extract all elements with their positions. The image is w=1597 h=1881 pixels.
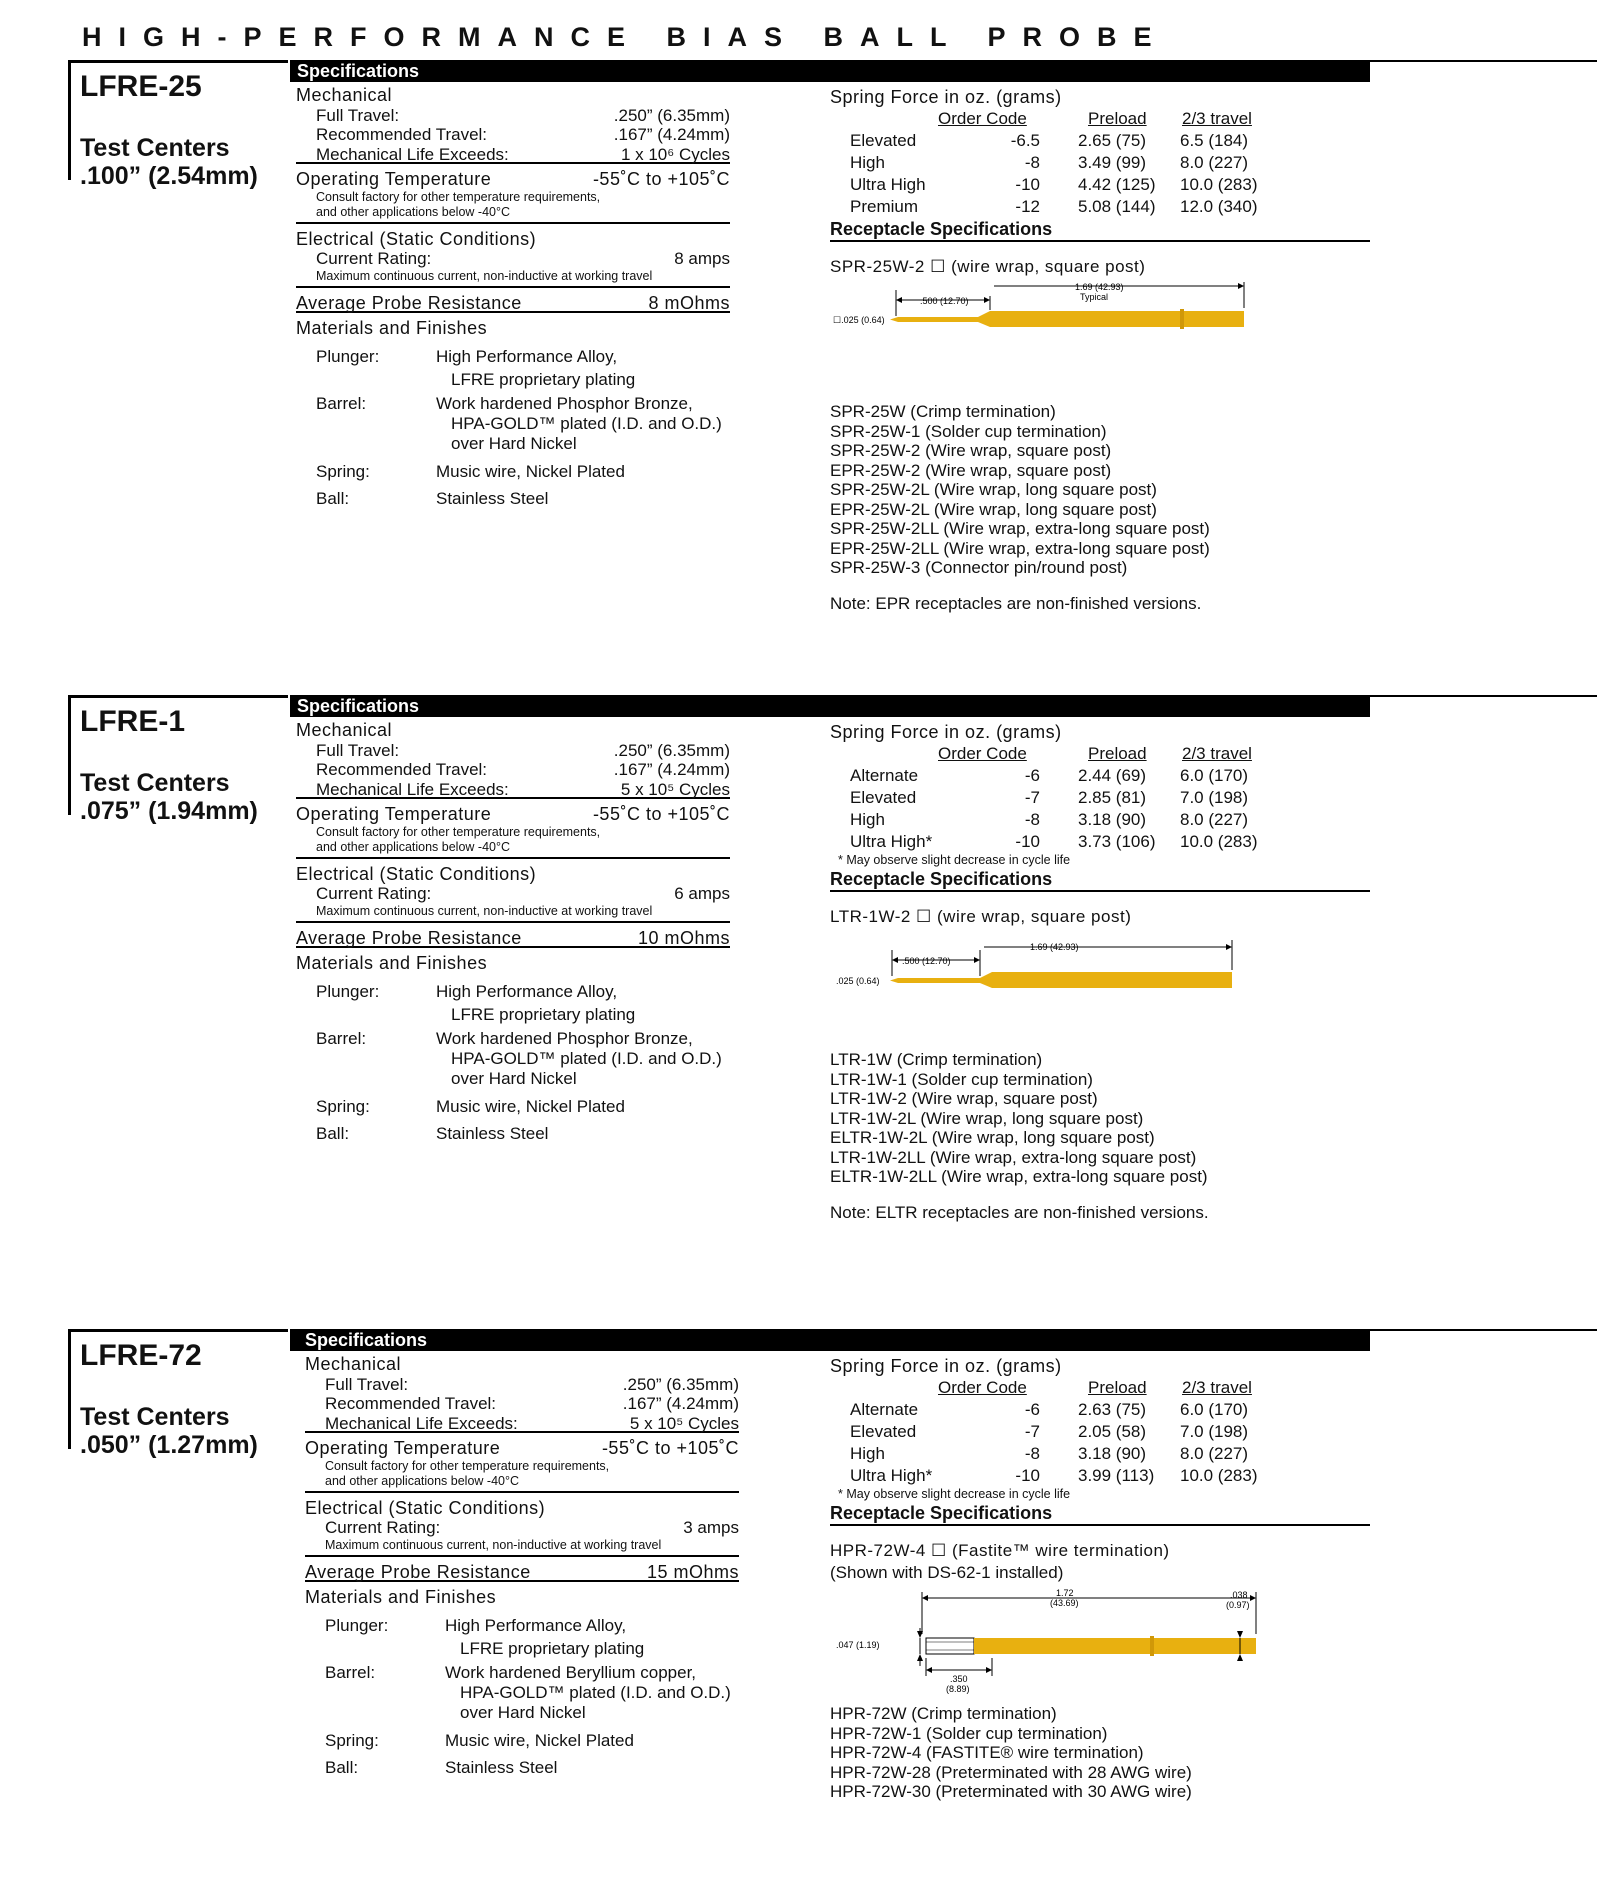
value: 3 amps	[683, 1518, 739, 1537]
barrel-body	[990, 311, 1244, 327]
model-name: LFRE-1	[80, 705, 185, 738]
list-item: SPR-25W-2L (Wire wrap, long square post)	[830, 480, 1157, 499]
receptacle-header: Receptacle Specifications	[830, 868, 1370, 892]
table-row	[830, 174, 1370, 196]
list-item: EPR-25W-2L (Wire wrap, long square post)	[830, 499, 1157, 519]
dim-end: .038	[1230, 1590, 1248, 1600]
barrel-row-2	[296, 414, 730, 434]
cell: 10.0 (283)	[1180, 175, 1258, 194]
mech-life-row	[296, 145, 730, 165]
cell: High	[850, 1444, 885, 1463]
list-item: LTR-1W-1 (Solder cup termination)	[830, 1069, 1093, 1089]
mechanical-title: Mechanical	[296, 85, 393, 105]
cell: -7	[1024, 788, 1040, 807]
label: Barrel:	[325, 1662, 376, 1682]
value: High Performance Alloy,	[436, 981, 618, 1001]
cell: 2.44 (69)	[1078, 766, 1147, 785]
label: Plunger:	[325, 1615, 389, 1635]
barrel-row-3	[296, 1069, 730, 1097]
value: 5 x 10⁵ Cycles	[629, 1413, 739, 1433]
tip	[898, 978, 980, 983]
value: High Performance Alloy,	[445, 1615, 627, 1635]
cell: High	[850, 153, 885, 172]
label: Ball:	[325, 1757, 359, 1777]
list-item: HPR-72W-30 (Preterminated with 30 AWG wire)	[830, 1782, 1192, 1801]
spring-row	[305, 1731, 739, 1758]
value: .250” (6.35mm)	[622, 1374, 739, 1394]
receptacle-drawing	[830, 928, 1370, 1038]
value: HPA-GOLD™ plated (I.D. and O.D.)	[451, 413, 722, 433]
electrical-title: Electrical (Static Conditions)	[296, 863, 537, 884]
cell: Alternate	[850, 766, 919, 785]
list-item: ELTR-1W-2LL (Wire wrap, extra-long square post)	[830, 1167, 1208, 1186]
label: Current Rating:	[316, 249, 432, 268]
label: Recommended Travel:	[316, 760, 488, 779]
dim-dia: .047 (1.19)	[836, 1640, 880, 1650]
list-item: LTR-1W-2L (Wire wrap, long square post)	[830, 1108, 1144, 1128]
label: Full Travel:	[316, 105, 400, 125]
full-travel-row	[296, 741, 730, 761]
label: Mechanical Life Exceeds:	[325, 1413, 518, 1433]
cell: 2.65 (75)	[1078, 131, 1147, 150]
list-item: HPR-72W-1 (Solder cup termination)	[830, 1723, 1108, 1743]
spec-right-column	[830, 1355, 1370, 1802]
list-item: SPR-25W-1 (Solder cup termination)	[830, 421, 1107, 441]
receptacle-part: HPR-72W-4 ☐ (Fastite™ wire termination)	[830, 1541, 1170, 1560]
label: Average Probe Resistance	[296, 927, 522, 948]
dim-dia: ☐.025 (0.64)	[833, 315, 885, 325]
rec-travel-row	[296, 125, 730, 145]
barrel-taper	[980, 972, 992, 988]
cell: 2.85 (81)	[1078, 788, 1147, 807]
label: Full Travel:	[325, 1374, 409, 1394]
table-row	[830, 831, 1370, 853]
cell: Ultra High*	[850, 832, 933, 851]
label: Recommended Travel:	[325, 1394, 497, 1413]
cell: 5.08 (144)	[1078, 197, 1156, 216]
value: .250” (6.35mm)	[613, 740, 730, 760]
value: .167” (4.24mm)	[613, 125, 730, 144]
plunger-row	[305, 1616, 739, 1639]
spring-row	[296, 1097, 730, 1124]
col-order-code: Order Code	[938, 109, 1027, 128]
section-lfre-1	[0, 695, 1597, 1325]
col-preload: Preload	[1088, 109, 1147, 128]
list-item: LTR-1W-2 (Wire wrap, square post)	[830, 1089, 1098, 1108]
label: Average Probe Resistance	[305, 1561, 531, 1582]
receptacle-part: SPR-25W-2 ☐ (wire wrap, square post)	[830, 257, 1146, 276]
barrel-row	[296, 394, 730, 414]
ball-row	[305, 1758, 739, 1781]
rec-travel-row	[305, 1394, 739, 1414]
cell: -10	[1015, 832, 1040, 851]
table-row	[830, 765, 1370, 787]
plunger-row	[296, 347, 730, 370]
cell: Elevated	[850, 788, 917, 807]
cell: -10	[1015, 175, 1040, 194]
spring-force-header	[830, 1377, 1370, 1399]
cell: -7	[1024, 1422, 1040, 1441]
cell: -8	[1024, 810, 1040, 829]
receptacle-part: LTR-1W-2 ☐ (wire wrap, square post)	[830, 907, 1132, 926]
model-name: LFRE-25	[80, 70, 202, 103]
test-centers-value: .100” (2.54mm)	[80, 162, 258, 190]
dim-tip: .500 (12.70)	[902, 956, 951, 966]
value: 1 x 10⁶ Cycles	[620, 144, 730, 164]
spring-force-header	[830, 743, 1370, 765]
cell: 6.0 (170)	[1180, 1400, 1249, 1419]
cell: 8.0 (227)	[1180, 1444, 1249, 1463]
value: 10 mOhms	[637, 927, 730, 948]
divider	[1370, 60, 1597, 62]
label: Spring:	[325, 1730, 379, 1750]
label: Barrel:	[316, 393, 367, 413]
cell: 6.5 (184)	[1180, 131, 1249, 150]
cell: 2.05 (58)	[1078, 1422, 1147, 1441]
value: 8 amps	[674, 249, 730, 268]
op-temp-row	[296, 170, 730, 190]
current-row	[296, 249, 730, 269]
receptacle-header: Receptacle Specifications	[830, 1502, 1370, 1526]
dim-end-sub: (0.97)	[1226, 1600, 1250, 1610]
divider	[1370, 695, 1597, 697]
wire-end	[926, 1638, 974, 1654]
value: Music wire, Nickel Plated	[436, 461, 625, 481]
mechanical-title: Mechanical	[296, 720, 393, 740]
cell: -8	[1024, 153, 1040, 172]
col-travel: 2/3 travel	[1182, 109, 1252, 128]
table-row	[830, 809, 1370, 831]
test-centers-label: Test Centers	[80, 1403, 230, 1431]
table-row	[830, 1399, 1370, 1421]
model-name: LFRE-72	[80, 1339, 202, 1372]
value: 6 amps	[674, 884, 730, 903]
temp-note: and other applications below -40°C	[296, 205, 730, 224]
ball-row	[296, 1124, 730, 1147]
receptacle-part-note: (Shown with DS-62-1 installed)	[830, 1563, 1064, 1582]
label: Ball:	[316, 488, 350, 508]
spring-force-title: Spring Force in oz. (grams)	[830, 87, 1062, 107]
spring-force-note: * May observe slight decrease in cycle life	[838, 1487, 1071, 1501]
barrel-row-2	[296, 1049, 730, 1069]
dim-dia: .025 (0.64)	[836, 976, 880, 986]
tip-point	[890, 317, 898, 322]
electrical-title: Electrical (Static Conditions)	[305, 1497, 546, 1518]
value: LFRE proprietary plating	[451, 1004, 636, 1024]
receptacle-drawing-svg	[830, 928, 1370, 1038]
tip-point	[890, 978, 898, 983]
col-travel: 2/3 travel	[1182, 1378, 1252, 1397]
label: Mechanical Life Exceeds:	[316, 779, 509, 799]
cell: -6.5	[1010, 131, 1040, 150]
label: Ball:	[316, 1123, 350, 1143]
barrel-row-3	[305, 1703, 739, 1731]
cell: -8	[1024, 1444, 1040, 1463]
current-note: Maximum continuous current, non-inductive at working travel	[305, 1538, 739, 1557]
barrel-row-2	[305, 1683, 739, 1703]
value: over Hard Nickel	[451, 433, 577, 453]
label: Operating Temperature	[296, 804, 492, 824]
value: 5 x 10⁵ Cycles	[620, 779, 730, 799]
cell: 10.0 (283)	[1180, 1466, 1258, 1485]
resistance-row	[296, 929, 730, 949]
value: 8 mOhms	[648, 292, 730, 313]
dim-total-sub: (43.69)	[1050, 1598, 1079, 1608]
page-title: HIGH-PERFORMANCE BIAS BALL PROBE	[82, 22, 1169, 52]
mech-life-row	[296, 780, 730, 800]
cell: Ultra High	[850, 175, 926, 194]
rec-travel-row	[296, 760, 730, 780]
temp-note: and other applications below -40°C	[305, 1474, 739, 1493]
spec-left-column	[305, 1355, 739, 1781]
cell: 7.0 (198)	[1180, 1422, 1249, 1441]
label: Average Probe Resistance	[296, 292, 522, 313]
value: HPA-GOLD™ plated (I.D. and O.D.)	[460, 1682, 731, 1702]
value: -55˚C to +105˚C	[592, 804, 730, 824]
temp-note: Consult factory for other temperature requirements,	[325, 1458, 610, 1473]
cell: 3.73 (106)	[1078, 832, 1156, 851]
cell: 10.0 (283)	[1180, 832, 1258, 851]
label: Operating Temperature	[296, 169, 492, 189]
col-preload: Preload	[1088, 744, 1147, 763]
col-travel: 2/3 travel	[1182, 744, 1252, 763]
dim-total: 1.69 (42.93)	[1030, 942, 1079, 952]
cell: 3.18 (90)	[1078, 1444, 1147, 1463]
barrel-ring	[1150, 1636, 1154, 1656]
cell: 6.0 (170)	[1180, 766, 1249, 785]
barrel-row	[305, 1663, 739, 1683]
cell: 7.0 (198)	[1180, 788, 1249, 807]
cell: 2.63 (75)	[1078, 1400, 1147, 1419]
mechanical-title: Mechanical	[305, 1354, 402, 1374]
value: Work hardened Phosphor Bronze,	[436, 1028, 693, 1048]
list-item: ELTR-1W-2L (Wire wrap, long square post)	[830, 1128, 1155, 1147]
spring-force-title: Spring Force in oz. (grams)	[830, 1356, 1062, 1376]
value: -55˚C to +105˚C	[592, 169, 730, 189]
spec-left-column	[296, 86, 730, 512]
list-item: EPR-25W-2 (Wire wrap, square post)	[830, 460, 1112, 480]
label: Plunger:	[316, 981, 380, 1001]
cell: -12	[1015, 197, 1040, 216]
list-item: HPR-72W-28 (Preterminated with 28 AWG wire)	[830, 1762, 1192, 1782]
list-item: LTR-1W (Crimp termination)	[830, 1050, 1043, 1069]
label: Plunger:	[316, 346, 380, 366]
value: LFRE proprietary plating	[460, 1638, 645, 1658]
table-row	[830, 1465, 1370, 1487]
barrel-body	[992, 972, 1232, 988]
value: Music wire, Nickel Plated	[436, 1096, 625, 1116]
spec-right-column	[830, 721, 1370, 1223]
current-row	[296, 884, 730, 904]
resistance-row	[305, 1563, 739, 1583]
col-preload: Preload	[1088, 1378, 1147, 1397]
plunger-row-2	[296, 1005, 730, 1029]
cell: 8.0 (227)	[1180, 810, 1249, 829]
barrel-row-3	[296, 434, 730, 462]
receptacle-header: Receptacle Specifications	[830, 218, 1370, 242]
table-row	[830, 1421, 1370, 1443]
cell: 3.99 (113)	[1078, 1466, 1155, 1485]
cell: 8.0 (227)	[1180, 153, 1249, 172]
plunger-row	[296, 982, 730, 1005]
section-lfre-72	[0, 1329, 1597, 1881]
cell: Elevated	[850, 1422, 917, 1441]
op-temp-row	[296, 805, 730, 825]
cell: -6	[1024, 1400, 1040, 1419]
receptacle-note: Note: EPR receptacles are non-finished versions.	[830, 593, 1202, 613]
current-note: Maximum continuous current, non-inductive at working travel	[296, 269, 730, 288]
resistance-row	[296, 294, 730, 314]
ball-row	[296, 489, 730, 512]
col-order-code: Order Code	[938, 744, 1027, 763]
list-item: SPR-25W-2LL (Wire wrap, extra-long square post)	[830, 519, 1210, 538]
table-row	[830, 787, 1370, 809]
dim-total: 1.72	[1056, 1588, 1074, 1598]
value: Work hardened Phosphor Bronze,	[436, 393, 693, 413]
receptacle-drawing-svg	[830, 1584, 1370, 1704]
cell: Ultra High*	[850, 1466, 933, 1485]
mech-life-row	[305, 1414, 739, 1434]
list-item: LTR-1W-2LL (Wire wrap, extra-long square post)	[830, 1147, 1197, 1167]
label: Full Travel:	[316, 740, 400, 760]
dim-total: 1.69 (42.93)	[1075, 282, 1124, 292]
dim-total-sub: Typical	[1080, 292, 1109, 302]
value: .167” (4.24mm)	[613, 760, 730, 779]
value: HPA-GOLD™ plated (I.D. and O.D.)	[451, 1048, 722, 1068]
label: Mechanical Life Exceeds:	[316, 144, 509, 164]
value: High Performance Alloy,	[436, 346, 618, 366]
list-item: SPR-25W-2 (Wire wrap, square post)	[830, 441, 1112, 460]
divider	[1370, 1329, 1597, 1331]
value: Stainless Steel	[436, 488, 549, 508]
temp-note: Consult factory for other temperature requirements,	[316, 824, 601, 839]
label: Spring:	[316, 1096, 370, 1116]
cell: 3.18 (90)	[1078, 810, 1147, 829]
receptacle-drawing-svg	[830, 278, 1370, 388]
value: -55˚C to +105˚C	[601, 1438, 739, 1458]
list-item: HPR-72W-4 (FASTITE® wire termination)	[830, 1743, 1144, 1762]
plunger-row-2	[296, 370, 730, 394]
full-travel-row	[296, 106, 730, 126]
dim-tip-sub: (8.89)	[946, 1684, 970, 1694]
table-row	[830, 130, 1370, 152]
value: .167” (4.24mm)	[622, 1394, 739, 1413]
cell: Elevated	[850, 131, 917, 150]
test-centers-label: Test Centers	[80, 134, 230, 162]
value: LFRE proprietary plating	[451, 369, 636, 389]
label: Recommended Travel:	[316, 125, 488, 144]
spring-force-header	[830, 108, 1370, 130]
section-lfre-25	[0, 60, 1597, 690]
barrel-body	[974, 1638, 1256, 1654]
spring-force-title: Spring Force in oz. (grams)	[830, 722, 1062, 742]
value: Stainless Steel	[445, 1757, 558, 1777]
receptacle-note: Note: ELTR receptacles are non-finished versions.	[830, 1202, 1209, 1222]
full-travel-row	[305, 1375, 739, 1395]
materials-title: Materials and Finishes	[296, 318, 488, 338]
plunger-row-2	[305, 1639, 739, 1663]
list-item: SPR-25W-3 (Connector pin/round post)	[830, 558, 1128, 577]
table-row	[830, 196, 1370, 218]
label: Operating Temperature	[305, 1438, 501, 1458]
op-temp-row	[305, 1439, 739, 1459]
spec-right-column	[830, 86, 1370, 614]
cell: High	[850, 810, 885, 829]
table-row	[830, 1443, 1370, 1465]
materials-title: Materials and Finishes	[305, 1587, 497, 1607]
spec-left-column	[296, 721, 730, 1147]
cell: Alternate	[850, 1400, 919, 1419]
list-item: HPR-72W (Crimp termination)	[830, 1704, 1057, 1723]
receptacle-drawing	[830, 1584, 1370, 1704]
electrical-title: Electrical (Static Conditions)	[296, 228, 537, 249]
value: over Hard Nickel	[451, 1068, 577, 1088]
spring-force-note: * May observe slight decrease in cycle life	[838, 853, 1071, 867]
tip	[898, 317, 978, 322]
table-row	[830, 152, 1370, 174]
cell: Premium	[850, 197, 919, 216]
dim-tip: .350	[950, 1674, 968, 1684]
current-row	[305, 1518, 739, 1538]
barrel-taper	[978, 311, 990, 327]
temp-note: Consult factory for other temperature requirements,	[316, 189, 601, 204]
dim-tip: .500 (12.70)	[920, 296, 969, 306]
value: Work hardened Beryllium copper,	[445, 1662, 697, 1682]
value: Stainless Steel	[436, 1123, 549, 1143]
spring-row	[296, 462, 730, 489]
label: Spring:	[316, 461, 370, 481]
temp-note: and other applications below -40°C	[296, 840, 730, 859]
label: Current Rating:	[316, 884, 432, 903]
label: Current Rating:	[325, 1518, 441, 1537]
list-item: EPR-25W-2LL (Wire wrap, extra-long square post)	[830, 538, 1210, 558]
specifications-header: Specifications	[290, 695, 1370, 717]
cell: -6	[1024, 766, 1040, 785]
cell: 4.42 (125)	[1078, 175, 1156, 194]
cell: 12.0 (340)	[1180, 197, 1258, 216]
col-order-code: Order Code	[938, 1378, 1027, 1397]
cell: 3.49 (99)	[1078, 153, 1147, 172]
cell: -10	[1015, 1466, 1040, 1485]
test-centers-value: .050” (1.27mm)	[80, 1431, 258, 1459]
value: .250” (6.35mm)	[613, 105, 730, 125]
receptacle-drawing	[830, 278, 1370, 388]
test-centers-value: .075” (1.94mm)	[80, 797, 258, 825]
barrel-ring	[1180, 309, 1184, 329]
value: Music wire, Nickel Plated	[445, 1730, 634, 1750]
label: Barrel:	[316, 1028, 367, 1048]
barrel-row	[296, 1029, 730, 1049]
list-item: SPR-25W (Crimp termination)	[830, 402, 1056, 421]
value: over Hard Nickel	[460, 1702, 586, 1722]
value: 15 mOhms	[646, 1561, 739, 1582]
materials-title: Materials and Finishes	[296, 953, 488, 973]
current-note: Maximum continuous current, non-inductive at working travel	[296, 904, 730, 923]
specifications-header: Specifications	[290, 60, 1370, 82]
specifications-header: Specifications	[290, 1329, 1370, 1351]
test-centers-label: Test Centers	[80, 769, 230, 797]
